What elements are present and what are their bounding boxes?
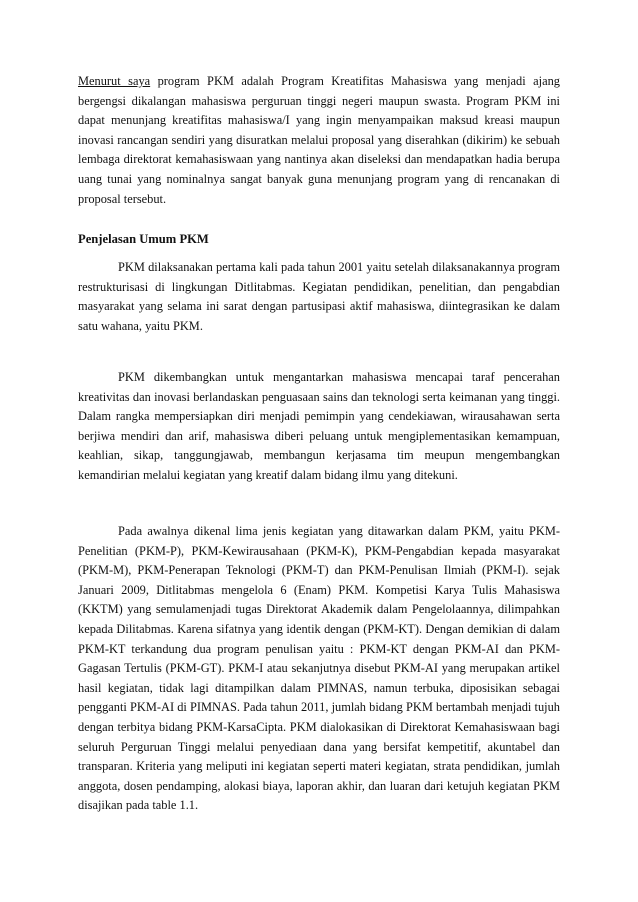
intro-paragraph (78, 72, 560, 209)
section-heading: Penjelasan Umum PKM (78, 232, 209, 246)
body-paragraph-2: PKM dikembangkan untuk mengantarkan mahasiswa mencapai taraf pencerahan kreativitas dan inovasi berlandaskan penguasaan sains dan teknologi serta keimanan yang tinggi. Dalam rangka mempersiapkan diri menjadi pemimpin yang cendekiawan, wirausahawan serta berjiwa mendiri dan arif, mahasiswa diberi peluang untuk mengiplementasikan kemampuan, keahlian, sikap, tanggungjawab, membangun kerjasama tim meupun mengembangkan kemandirian melalui kegiatan yang kreatif dalam bidang ilmu yang ditekuni. (78, 370, 560, 482)
body-paragraph-3: Pada awalnya dikenal lima jenis kegiatan yang ditawarkan dalam PKM, yaitu PKM-Penelitian (PKM-P), PKM-Kewirausahaan (PKM-K), PKM-Pengabdian kepada masyarakat (PKM-M), PKM-Penerapan Teknologi (PKM-T) dan PKM-Penulisan Ilmiah (PKM-I). sejak Januari 2009, Ditlitabmas mengelola 6 (Enam) PKM. Kompetisi Karya Tulis Mahasiswa (KKTM) yang semulamenjadi tugas Direktorat Akademik dalam Pengelolaannya, dilimpahkan kepada Dilitabmas. Karena sifatnya yang identik dengan (PKM-KT). Dengan demikian di dalam PKM-KT terkandung dua program penulisan yaitu : PKM-KT dengan PKM-AI dan PKM-Gagasan Tertulis (PKM-GT). PKM-I atau sekanjutnya disebut PKM-AI yang merupakan artikel hasil kegiatan, tidak lagi ditampilkan dalam PIMNAS, namun terbuka, diposisikan sebagai pengganti PKM-AI di PIMNAS. Pada tahun 2011, jumlah bidang PKM bertambah menjadi tujuh dengan terbitya bidang PKM-KarsaCipta. PKM dialokasikan di Direktorat Kemahasiswaan bagi seluruh Perguruan Tinggi melalui penyediaan dana yang bersifat kempetitif, akuntabel dan transparan. Kriteria yang meliputi ini kegiatan seperti materi kegiatan, strata pendidikan, jumlah anggota, dosen pendamping, alokasi biaya, laporan akhir, dan luaran dari ketujuh kegiatan PKM disajikan pada table 1.1. (78, 524, 560, 813)
body-paragraph-1: PKM dilaksanakan pertama kali pada tahun 2001 yaitu setelah dilaksanakannya program restrukturisasi di lingkungan Ditlitabmas. Kegiatan pendidikan, penelitian, dan pengabdian masyarakat yang selama ini sarat dengan partusipasi aktif mahasiswa, diintegrasikan ke dalam satu wahana, yaitu PKM. (78, 260, 560, 333)
intro-text: program PKM adalah Program Kreatifitas Mahasiswa yang menjadi ajang bergengsi dikalangan mahasiswa perguruan tinggi negeri maupun swasta. Program PKM ini dapat menunjang kreatifitas mahasiswa/I yang ingin menyampaikan maksud kreasi maupun inovasi rancangan sendiri yang disuratkan melalui proposal yang diserahkan (dikirim) ke sebuah lembaga direktorat kemahasiswaan yang nantinya akan diseleksi dan mendapatkan hadia berupa uang tunai yang nominalnya sangat banyak guna menunjang program yang di rencanakan di proposal tersebut. (78, 74, 560, 206)
intro-lead-phrase: Menurut saya (78, 74, 151, 88)
